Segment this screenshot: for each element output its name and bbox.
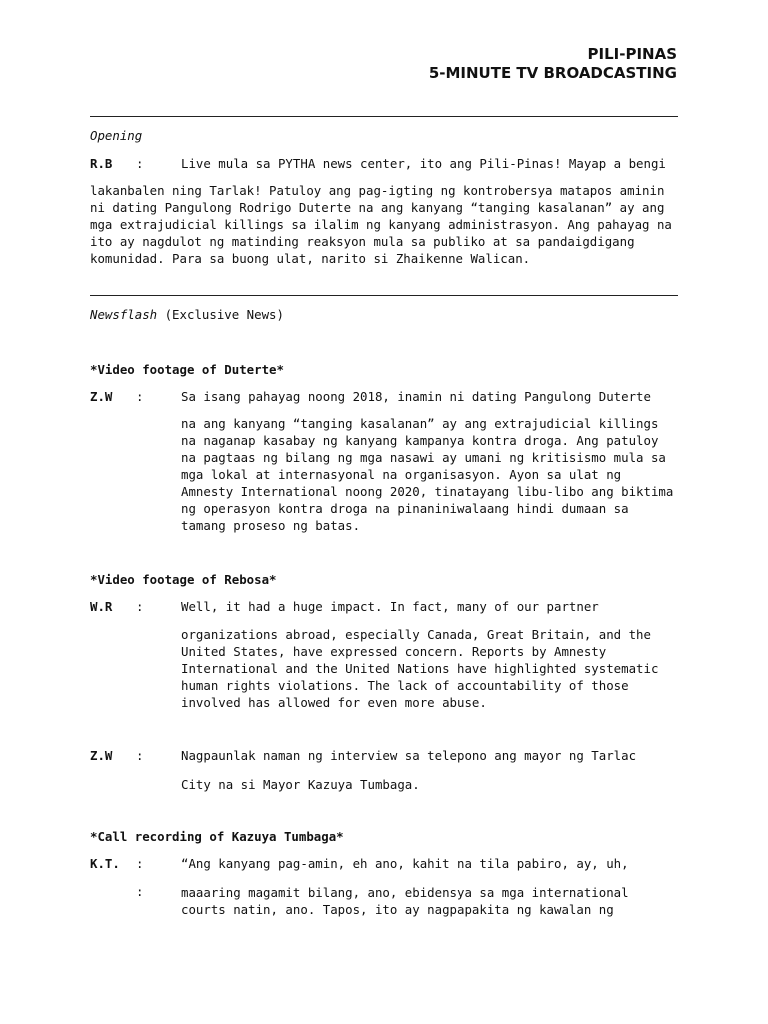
speaker-tag: K.T. bbox=[90, 856, 120, 871]
speaker-colon: : bbox=[136, 856, 144, 871]
segment-cue: *Call recording of Kazuya Tumbaga* bbox=[90, 829, 344, 844]
speaker-tag: Z.W bbox=[90, 389, 113, 404]
section-label-newsflash bbox=[90, 307, 284, 322]
divider-line bbox=[90, 116, 678, 117]
dialogue-body: maaaring magamit bilang, ano, ebidensya sa mga international courts natin, ano. Tapos, ito ay nagpapakita ng kawalan ng bbox=[181, 885, 629, 917]
section-label-opening: Opening bbox=[90, 128, 143, 143]
segment-cue: *Video footage of Duterte* bbox=[90, 362, 284, 377]
dialogue-body: na ang kanyang “tanging kasalanan” ay ang extrajudicial killings na naganap kasabay ng kanyang kampanya kontra droga. Ang patuloy na pagtaas ng bilang ng mga nasawi ay umani ng kritisismo mula sa mga lokal at internasyonal na organisasyon. Ayon sa ulat ng Amnesty International noong 2020, tinatayang libu-libo ang biktima ng operasyon kontra droga na pinaniniwalaang hindi dumaan sa tamang proseso ng batas. bbox=[181, 416, 674, 533]
speaker-tag: W.R bbox=[90, 599, 113, 614]
speaker-tag: Z.W bbox=[90, 748, 113, 763]
segment-cue: *Video footage of Rebosa* bbox=[90, 572, 277, 587]
speaker-colon: : bbox=[136, 599, 144, 614]
newsflash-note: (Exclusive News) bbox=[157, 307, 284, 322]
divider-line bbox=[90, 295, 678, 296]
speaker-colon: : bbox=[136, 156, 144, 171]
dialogue-first-line: “Ang kanyang pag-amin, eh ano, kahit na tila pabiro, ay, uh, bbox=[181, 856, 629, 871]
speaker-colon: : bbox=[136, 389, 144, 404]
speaker-colon: : bbox=[136, 748, 144, 763]
dialogue-body: City na si Mayor Kazuya Tumbaga. bbox=[181, 777, 420, 792]
program-title: PILI-PINAS bbox=[587, 45, 677, 63]
newsflash-label: Newsflash bbox=[90, 307, 158, 322]
speaker-tag: R.B bbox=[90, 156, 113, 171]
document-header bbox=[429, 45, 677, 83]
program-subtitle: 5-MINUTE TV BROADCASTING bbox=[428, 64, 677, 82]
dialogue-first-line: Sa isang pahayag noong 2018, inamin ni dating Pangulong Duterte bbox=[181, 389, 651, 404]
dialogue-body: lakanbalen ning Tarlak! Patuloy ang pag-igting ng kontrobersya matapos aminin ni dating Pangulong Rodrigo Duterte na ang kanyang “tanging kasalanan” ay ang mga extrajudicial killings sa ilalim ng kanyang administrasyon. Ang pahayag na ito ay nagdulot ng matinding reaksyon mula sa publiko at sa pandaigdigang komunidad. Para sa buong ulat, narito si Zhaikenne Walican. bbox=[90, 183, 672, 266]
dialogue-body: organizations abroad, especially Canada, Great Britain, and the United States, have expressed concern. Reports by Amnesty International and the United Nations have highlighted systematic human rights violations. The lack of accountability of those involved has allowed for even more abuse. bbox=[181, 627, 659, 710]
dialogue-first-line: Live mula sa PYTHA news center, ito ang Pili-Pinas! Mayap a bengi bbox=[181, 156, 666, 171]
dialogue-first-line: Nagpaunlak naman ng interview sa telepono ang mayor ng Tarlac bbox=[181, 748, 637, 763]
speaker-colon: : bbox=[136, 884, 144, 899]
dialogue-first-line: Well, it had a huge impact. In fact, many of our partner bbox=[181, 599, 599, 614]
